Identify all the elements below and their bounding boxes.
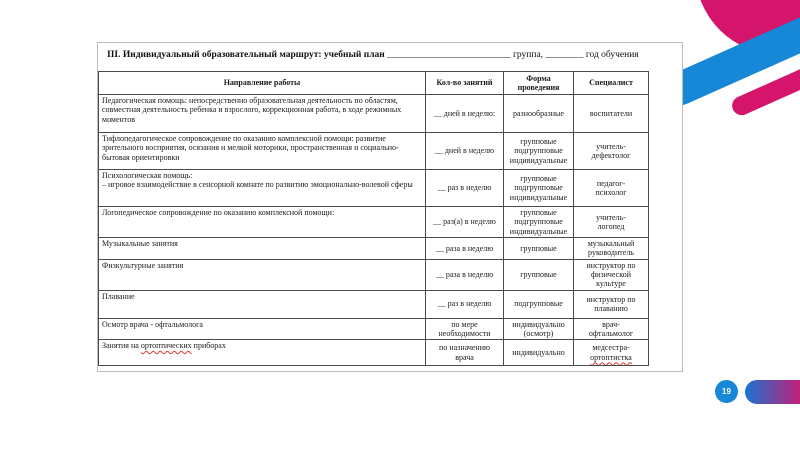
table-cell: музыкальный руководитель <box>574 238 649 260</box>
table-cell: групповые подгрупповые индивидуальные <box>504 170 574 207</box>
table-cell: групповые <box>504 259 574 290</box>
table-cell: учитель- логопед <box>574 207 649 238</box>
year-label: год обучения <box>585 50 639 60</box>
column-header: Направление работы <box>99 72 426 95</box>
table-row <box>99 170 649 207</box>
column-header: Специалист <box>574 72 649 95</box>
table-cell: индивидуально (осмотр) <box>504 318 574 340</box>
table-cell: медсестра- ортоптистка <box>574 340 649 366</box>
year-blank: ________ <box>545 50 584 60</box>
column-header: Кол-во занятий <box>426 72 504 95</box>
curriculum-table <box>98 71 649 366</box>
curriculum-table-body <box>99 95 649 366</box>
table-cell: __ раза в неделю <box>426 238 504 260</box>
table-cell: групповые подгрупповые индивидуальные <box>504 207 574 238</box>
column-header: Форма проведения <box>504 72 574 95</box>
table-cell: __ раз(а) в неделю <box>426 207 504 238</box>
table-cell: __ раз в неделю <box>426 170 504 207</box>
table-cell: Психологическая помощь: – игровое взаимодействие в сенсорной комнате по развитию эмоционально-волевой сферы <box>99 170 426 207</box>
table-cell: инструктор по физической культуре <box>574 259 649 290</box>
footer-gradient-bar <box>745 380 800 404</box>
table-cell: подгрупповые <box>504 290 574 318</box>
slide-page-number: 19 <box>722 387 731 396</box>
table-cell: групповые подгрупповые индивидуальные <box>504 133 574 170</box>
document-title <box>107 49 682 61</box>
table-cell: Физкультурные занятия <box>99 259 426 290</box>
table-row <box>99 238 649 260</box>
table-row <box>99 340 649 366</box>
table-row <box>99 290 649 318</box>
table-cell: инструктор по плаванию <box>574 290 649 318</box>
table-cell: разнообразные <box>504 95 574 133</box>
table-cell: __ дней в неделю: <box>426 95 504 133</box>
group-label: группа, <box>513 50 544 60</box>
table-row <box>99 95 649 133</box>
table-cell: индивидуально <box>504 340 574 366</box>
table-cell: __ раз в неделю <box>426 290 504 318</box>
misspelled-word: ортоптистка <box>590 352 632 362</box>
slide-page-number-badge <box>715 380 738 403</box>
table-cell: Тифлопедагогическое сопровождение по оказанию комплексной помощи: развитие зрительного восприятия, осязания и мелкой моторики, пространственная и социально-бытовая ориентировки <box>99 133 426 170</box>
table-cell: Логопедическое сопровождение по оказанию комплексной помощи: <box>99 207 426 238</box>
table-cell: __ дней в неделю <box>426 133 504 170</box>
table-cell: Осмотр врача - офтальмолога <box>99 318 426 340</box>
table-cell: учитель- дефектолог <box>574 133 649 170</box>
table-cell: групповые <box>504 238 574 260</box>
table-cell: по назначению врача <box>426 340 504 366</box>
misspelled-word: ортоптических <box>140 341 192 351</box>
table-cell: Педагогическая помощь: непосредственно образовательная деятельность по областям, совместная деятельность ребенка и взрослого, коррекционная работа, в ходе режимных моментов <box>99 95 426 133</box>
table-row <box>99 207 649 238</box>
table-cell: воспитатели <box>574 95 649 133</box>
table-cell: врач- офтальмолог <box>574 318 649 340</box>
table-cell: __ раза в неделю <box>426 259 504 290</box>
table-cell: Плавание <box>99 290 426 318</box>
embedded-document-frame <box>97 42 683 372</box>
curriculum-table-header <box>99 72 649 95</box>
table-cell: Музыкальные занятия <box>99 238 426 260</box>
table-cell: по мере необходимости <box>426 318 504 340</box>
table-row <box>99 318 649 340</box>
table-row <box>99 133 649 170</box>
table-cell: педагог- психолог <box>574 170 649 207</box>
group-name-blank: __________________________ <box>387 50 511 60</box>
document-title-heading: III. Индивидуальный образовательный маршрут: учебный план <box>107 50 385 60</box>
table-cell: Занятия на ортоптических приборах <box>99 340 426 366</box>
header-row <box>99 72 649 95</box>
table-row <box>99 259 649 290</box>
